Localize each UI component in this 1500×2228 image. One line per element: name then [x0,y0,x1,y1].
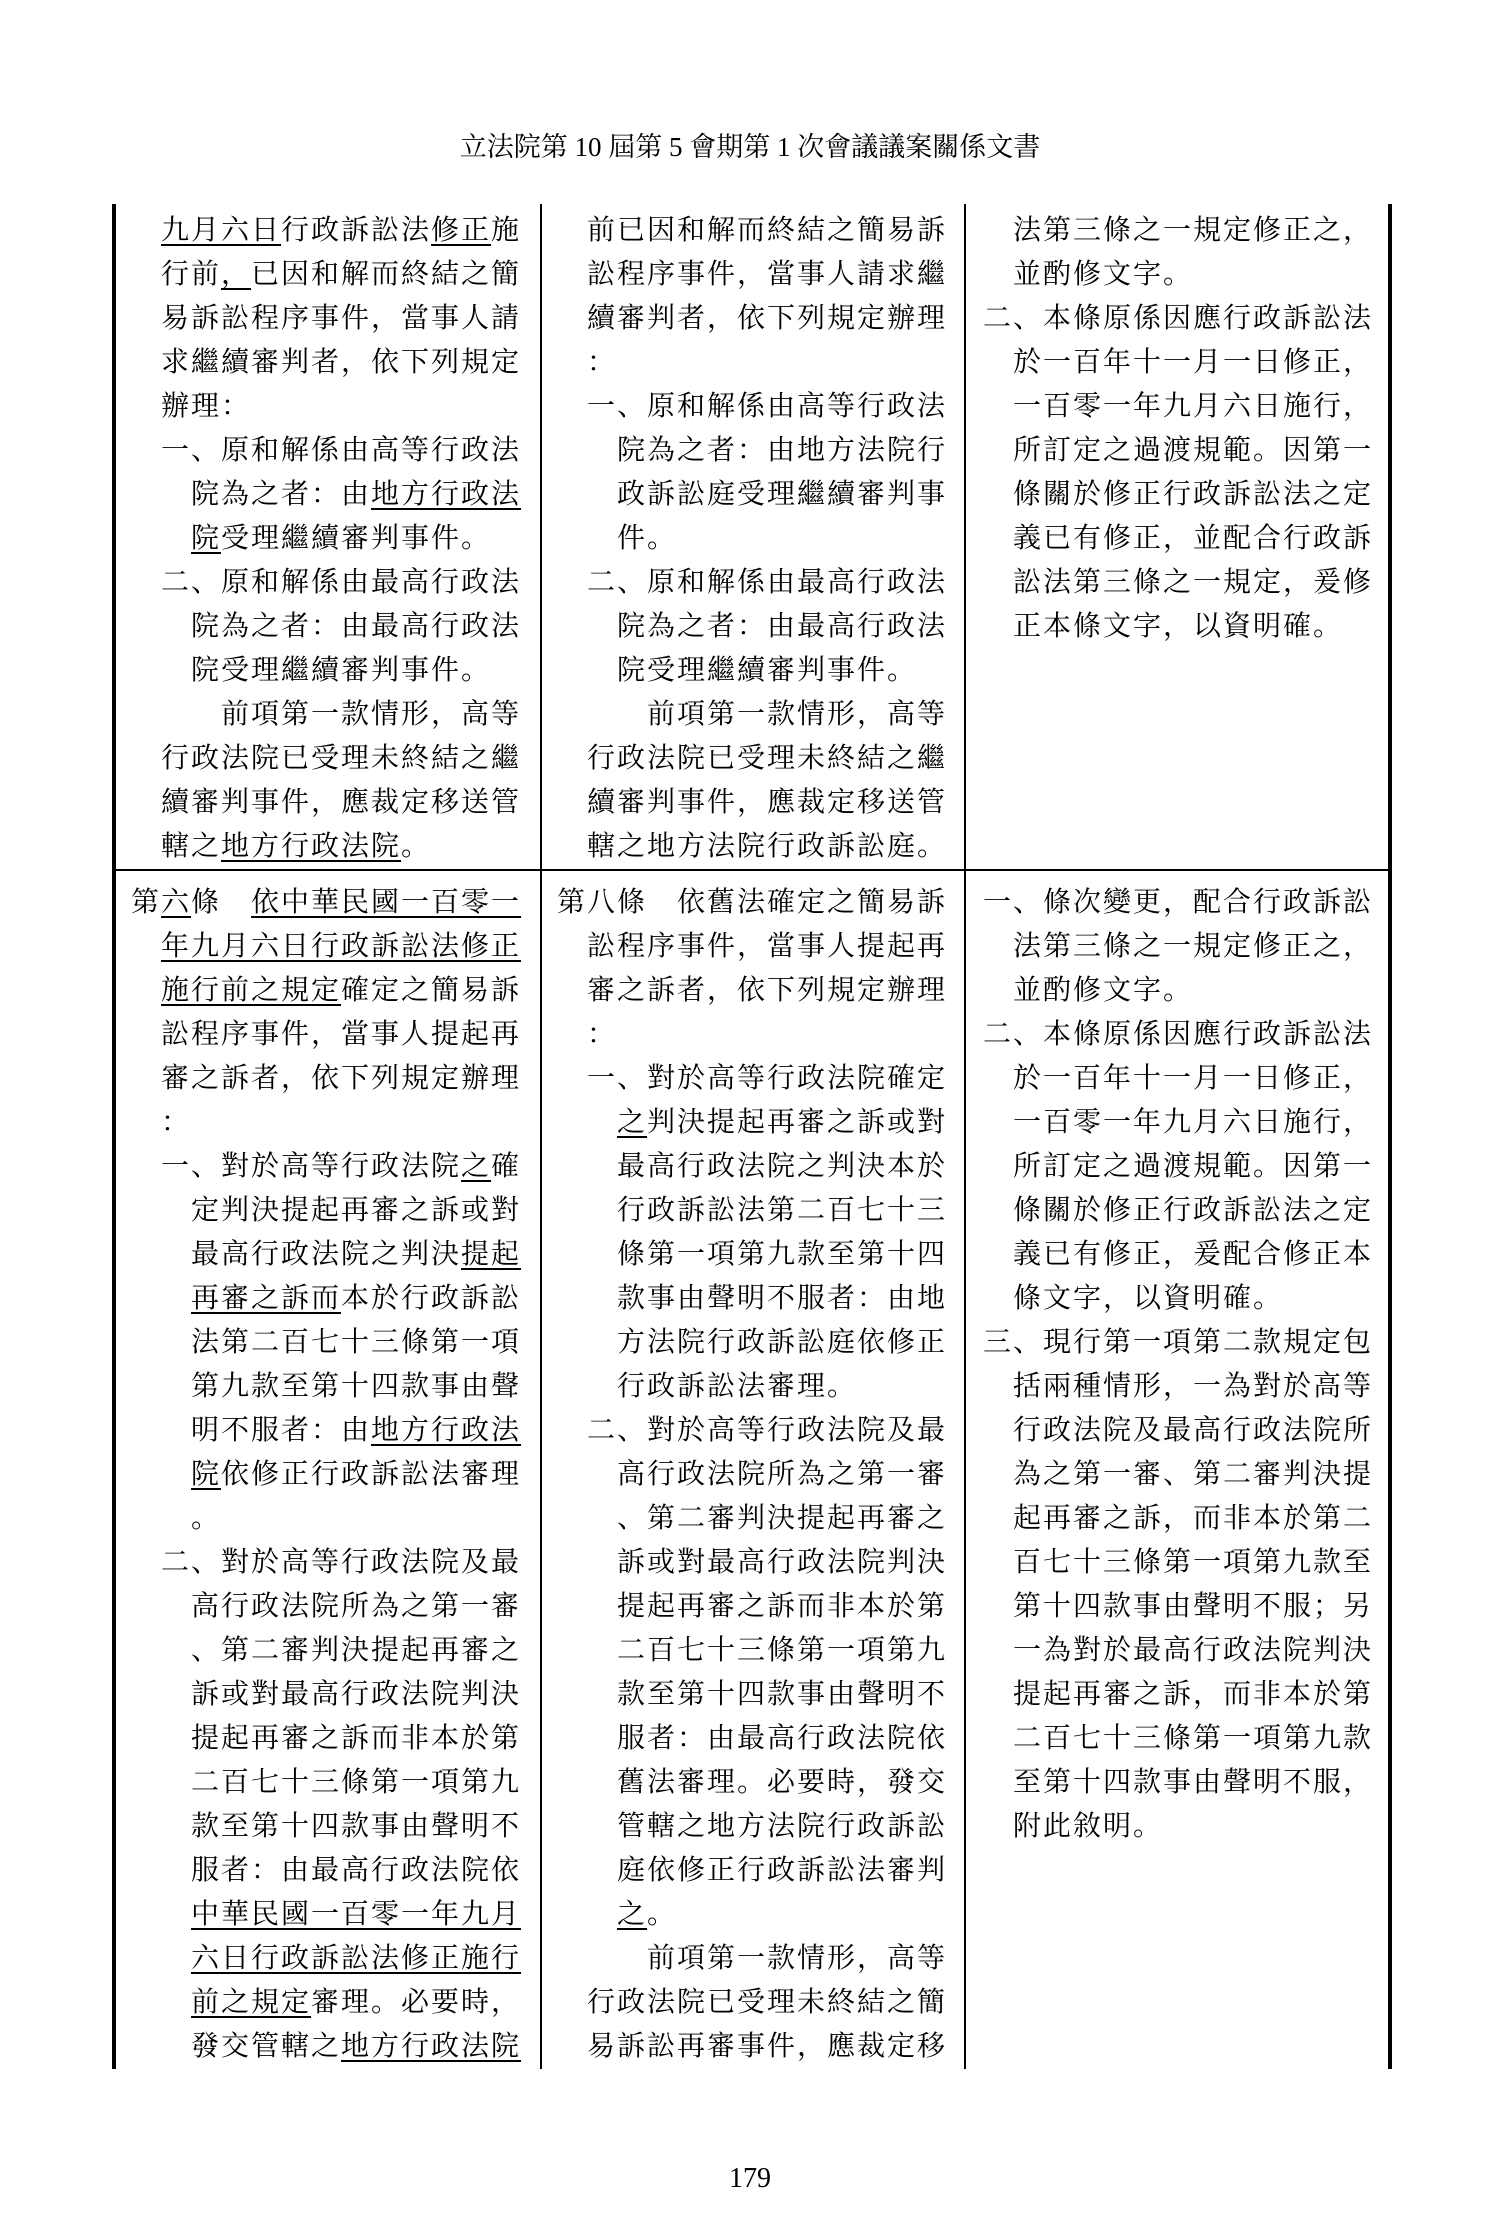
text-line: 一為對於最高行政法院判決 [1013,1635,1374,1666]
para-paragraph [557,693,964,869]
text-segment: 判決提起再審之訴或對 [647,1107,948,1138]
text-line: 前已因和解而終結之簡易訴 [587,215,948,246]
text-line: 續審判事件，應裁定移送管 [587,787,948,818]
article-paragraph [131,881,540,1145]
text-line [131,517,540,561]
text-line: ： [587,347,618,378]
text-line: 義已有修正，爰配合修正本 [1013,1239,1374,1270]
text-line [131,473,540,517]
underlined-amendment: 提起 [461,1239,522,1270]
text-line: 訟程序事件，當事人請求繼 [587,259,948,290]
text-line [131,2025,540,2069]
page-number: 179 [729,2163,771,2194]
item-paragraph [557,385,964,561]
text-line: 前項第一款情形，高等 [647,1943,948,1974]
text-segment: 確 [491,1151,522,1182]
text-segment: 。 [647,1899,678,1930]
item-paragraph [131,561,540,693]
text-line: 行政訴訟法審理。 [617,1371,858,1402]
text-line: 最高行政法院之判決本於 [617,1151,948,1182]
text-line [131,253,540,297]
underlined-amendment: 六日行政訴訟法修正施行 [191,1943,522,1974]
underlined-amendment: 院 [191,1459,222,1490]
text-segment: 施 [491,215,522,246]
text-line: 條第一項第九款至第十四 [617,1239,948,1270]
text-line: 二、原和解係由最高行政法 [161,567,522,598]
text-line [131,925,540,969]
underlined-amendment: 依中華民國一百零一 [251,887,522,918]
revised-provision-cell [116,204,540,869]
article-paragraph [557,881,964,1057]
text-line: 條文字，以資明確。 [1013,1283,1284,1314]
explanation-cell [964,871,1388,2069]
text-line: 正本條文字，以資明確。 [1013,611,1344,642]
text-line: 二、對於高等行政法院及最 [587,1415,948,1446]
item-paragraph [131,429,540,561]
text-line: 為之第一審、第二審判決提 [1013,1459,1374,1490]
text-line: 訟程序事件，當事人提起再 [161,1019,522,1050]
text-line [131,209,540,253]
text-line: 百七十三條第一項第九款至 [1013,1547,1374,1578]
text-line: 管轄之地方法院行政訴訟 [617,1811,948,1842]
text-line: 至第十四款事由聲明不服， [1013,1767,1374,1798]
text-line: 求繼續審判者，依下列規定 [161,347,522,378]
text-line: 款至第十四款事由聲明不 [191,1811,522,1842]
underlined-amendment: 地方行政法院 [221,831,402,862]
underlined-amendment: 施行前之規定 [161,975,342,1006]
text-line: 審之訴者，依下列規定辦理 [161,1063,522,1094]
text-line: 起再審之訴，而非本於第二 [1013,1503,1374,1534]
text-line: 於一百年十一月一日修正， [1013,1063,1374,1094]
current-provision-cell [540,204,964,869]
text-line: 法第三條之一規定修正之， [1013,931,1374,962]
current-provision-cell [540,871,964,2069]
text-line [131,1937,540,1981]
text-line: 義已有修正，並配合行政訴 [1013,523,1374,554]
continued-paragraph [557,209,964,385]
comparison-table [112,204,1392,2069]
text-line: 第八條 依舊法確定之簡易訴 [557,887,948,918]
text-line: 服者：由最高行政法院依 [191,1855,522,1886]
text-line: 第九款至第十四款事由聲 [191,1371,522,1402]
text-line [131,1277,540,1321]
text-line: 易訴訟程序事件，當事人請 [161,303,522,334]
text-line: 三、現行第一項第二款規定包 [983,1327,1374,1358]
text-line [131,881,540,925]
text-line: 件。 [617,523,678,554]
text-line: 轄之地方法院行政訴訟庭。 [587,831,948,862]
item-paragraph [557,1057,964,1409]
text-line: 訴或對最高行政法院判決 [617,1547,948,1578]
text-line: 法第二百七十三條第一項 [191,1327,522,1358]
text-line: 前項第一款情形，高等 [221,699,522,730]
page-header-title: 立法院第 10 屆第 5 會期第 1 次會議議案關係文書 [459,132,1041,162]
text-line: 並酌修文字。 [1013,975,1194,1006]
item-paragraph [131,1541,540,2069]
text-segment: 依修正行政訴訟法審理 [221,1459,522,1490]
text-line: 提起再審之訴而非本於第 [617,1591,948,1622]
text-line: 並酌修文字。 [1013,259,1194,290]
text-line: 行政法院及最高行政法院所 [1013,1415,1374,1446]
underlined-amendment: 六 [161,887,192,918]
text-segment: 明不服者：由 [191,1415,372,1446]
underlined-amendment: 之 [617,1899,648,1930]
text-line: 院受理繼續審判事件。 [191,655,492,686]
text-line: 款至第十四款事由聲明不 [617,1679,948,1710]
text-line: 一百零一年九月六日施行， [1013,391,1374,422]
underlined-amendment: 中華民國一百零一年九月 [191,1899,522,1930]
item-paragraph [983,881,1388,1013]
text-line: 易訴訟再審事件，應裁定移 [587,2031,948,2062]
text-segment: 確定之簡易訴 [341,975,522,1006]
underlined-amendment: 地方行政法院 [341,2031,522,2062]
underlined-amendment: ， [221,259,252,290]
text-segment: 發交管轄之 [191,2031,342,2062]
text-line [557,1101,964,1145]
explanation-cell [964,204,1388,869]
text-line: 二百七十三條第一項第九 [617,1635,948,1666]
text-line: 高行政法院所為之第一審 [617,1459,948,1490]
text-line: 提起再審之訴而非本於第 [191,1723,522,1754]
item-continued-paragraph [983,209,1388,297]
text-line: 院受理繼續審判事件。 [617,655,918,686]
item-paragraph [983,297,1388,649]
text-line: 一、條次變更，配合行政訴訟 [983,887,1374,918]
text-segment: 院為之者：由 [191,479,372,510]
item-paragraph [557,1409,964,1937]
text-line: 所訂定之過渡規範。因第一 [1013,435,1374,466]
text-line: 續審判事件，應裁定移送管 [161,787,522,818]
text-segment: 審理。必要時， [311,1987,522,2018]
text-line [557,1893,964,1937]
text-line: 審之訴者，依下列規定辦理 [587,975,948,1006]
text-segment: 已因和解而終結之簡 [251,259,522,290]
text-line: 法第三條之一規定修正之， [1013,215,1374,246]
text-segment: 第 [131,887,162,918]
text-segment: 本於行政訴訟 [341,1283,522,1314]
text-line [131,1453,540,1497]
text-line: 高行政法院所為之第一審 [191,1591,522,1622]
text-line [131,1145,540,1189]
text-line: 。 [191,1503,222,1534]
underlined-amendment: 之 [617,1107,648,1138]
underlined-amendment: 九月六日 [161,215,282,246]
text-line: 服者：由最高行政法院依 [617,1723,948,1754]
text-line: 一、對於高等行政法院確定 [587,1063,948,1094]
text-line: 二百七十三條第一項第九 [191,1767,522,1798]
underlined-amendment: 修正 [431,215,492,246]
text-line: 院為之者：由最高行政法 [617,611,948,642]
text-line [131,1409,540,1453]
text-line: 訟法第三條之一規定，爰修 [1013,567,1374,598]
text-line: 條關於修正行政訴訟法之定 [1013,479,1374,510]
text-line: 二、對於高等行政法院及最 [161,1547,522,1578]
text-line: 舊法審理。必要時，發交 [617,1767,948,1798]
text-line: 一百零一年九月六日施行， [1013,1107,1374,1138]
underlined-amendment: 之 [461,1151,492,1182]
text-line: 於一百年十一月一日修正， [1013,347,1374,378]
text-segment: 一、對於高等行政法院 [161,1151,462,1182]
text-line: 辦理： [161,391,252,422]
text-line: ： [587,1019,618,1050]
text-line: 行政法院已受理未終結之繼 [161,743,522,774]
text-segment: 行前 [161,259,222,290]
revised-provision-cell [116,871,540,2069]
text-line: 訴或對最高行政法院判決 [191,1679,522,1710]
underlined-amendment: 地方行政法 [371,479,522,510]
text-line: 院為之者：由地方法院行 [617,435,948,466]
text-line: 提起再審之訴，而非本於第 [1013,1679,1374,1710]
text-segment: 最高行政法院之判決 [191,1239,462,1270]
underlined-amendment: 院 [191,523,222,554]
table-row [116,869,1388,2069]
text-line: 二百七十三條第一項第九款 [1013,1723,1374,1754]
underlined-amendment: 年九月六日行政訴訟法修正 [161,931,522,962]
text-line: 第十四款事由聲明不服；另 [1013,1591,1374,1622]
text-segment: 。 [401,831,432,862]
item-paragraph [557,561,964,693]
text-line: 前項第一款情形，高等 [647,699,948,730]
text-segment: 行政訴訟法 [281,215,432,246]
text-line: 所訂定之過渡規範。因第一 [1013,1151,1374,1182]
table-row [116,204,1388,869]
text-line: 二、本條原係因應行政訴訟法 [983,1019,1374,1050]
text-line: 行政法院已受理未終結之簡 [587,1987,948,2018]
text-line: 行政訴訟法第二百七十三 [617,1195,948,1226]
underlined-amendment: 地方行政法 [371,1415,522,1446]
text-line: 附此敘明。 [1013,1811,1164,1842]
text-line: 括兩種情形，一為對於高等 [1013,1371,1374,1402]
item-paragraph [131,1145,540,1541]
continued-paragraph [131,209,540,429]
text-line: 、第二審判決提起再審之 [191,1635,522,1666]
underlined-amendment: 前之規定 [191,1987,312,2018]
text-line: 庭依修正行政訴訟法審判 [617,1855,948,1886]
text-line: 一、原和解係由高等行政法 [161,435,522,466]
underlined-amendment: 再審之訴而 [191,1283,342,1314]
item-paragraph [983,1013,1388,1321]
text-line [131,1233,540,1277]
text-line: 院為之者：由最高行政法 [191,611,522,642]
text-segment: 條 [191,887,252,918]
text-line [131,969,540,1013]
text-line [131,825,540,869]
text-line: 二、本條原係因應行政訴訟法 [983,303,1374,334]
text-line: 款事由聲明不服者：由地 [617,1283,948,1314]
text-line: 條關於修正行政訴訟法之定 [1013,1195,1374,1226]
text-line: 方法院行政訴訟庭依修正 [617,1327,948,1358]
text-line: ： [161,1107,192,1138]
para-paragraph [131,693,540,869]
text-line: 、第二審判決提起再審之 [617,1503,948,1534]
text-line: 政訴訟庭受理繼續審判事 [617,479,948,510]
para-paragraph [557,1937,964,2069]
text-line [131,1981,540,2025]
text-line: 定判決提起再審之訴或對 [191,1195,522,1226]
text-line: 二、原和解係由最高行政法 [587,567,948,598]
text-line: 行政法院已受理未終結之繼 [587,743,948,774]
text-segment: 轄之 [161,831,222,862]
item-paragraph [983,1321,1388,1849]
text-line: 一、原和解係由高等行政法 [587,391,948,422]
text-segment: 受理繼續審判事件。 [221,523,492,554]
text-line: 訟程序事件，當事人提起再 [587,931,948,962]
text-line: 續審判者，依下列規定辦理 [587,303,948,334]
text-line [131,1893,540,1937]
